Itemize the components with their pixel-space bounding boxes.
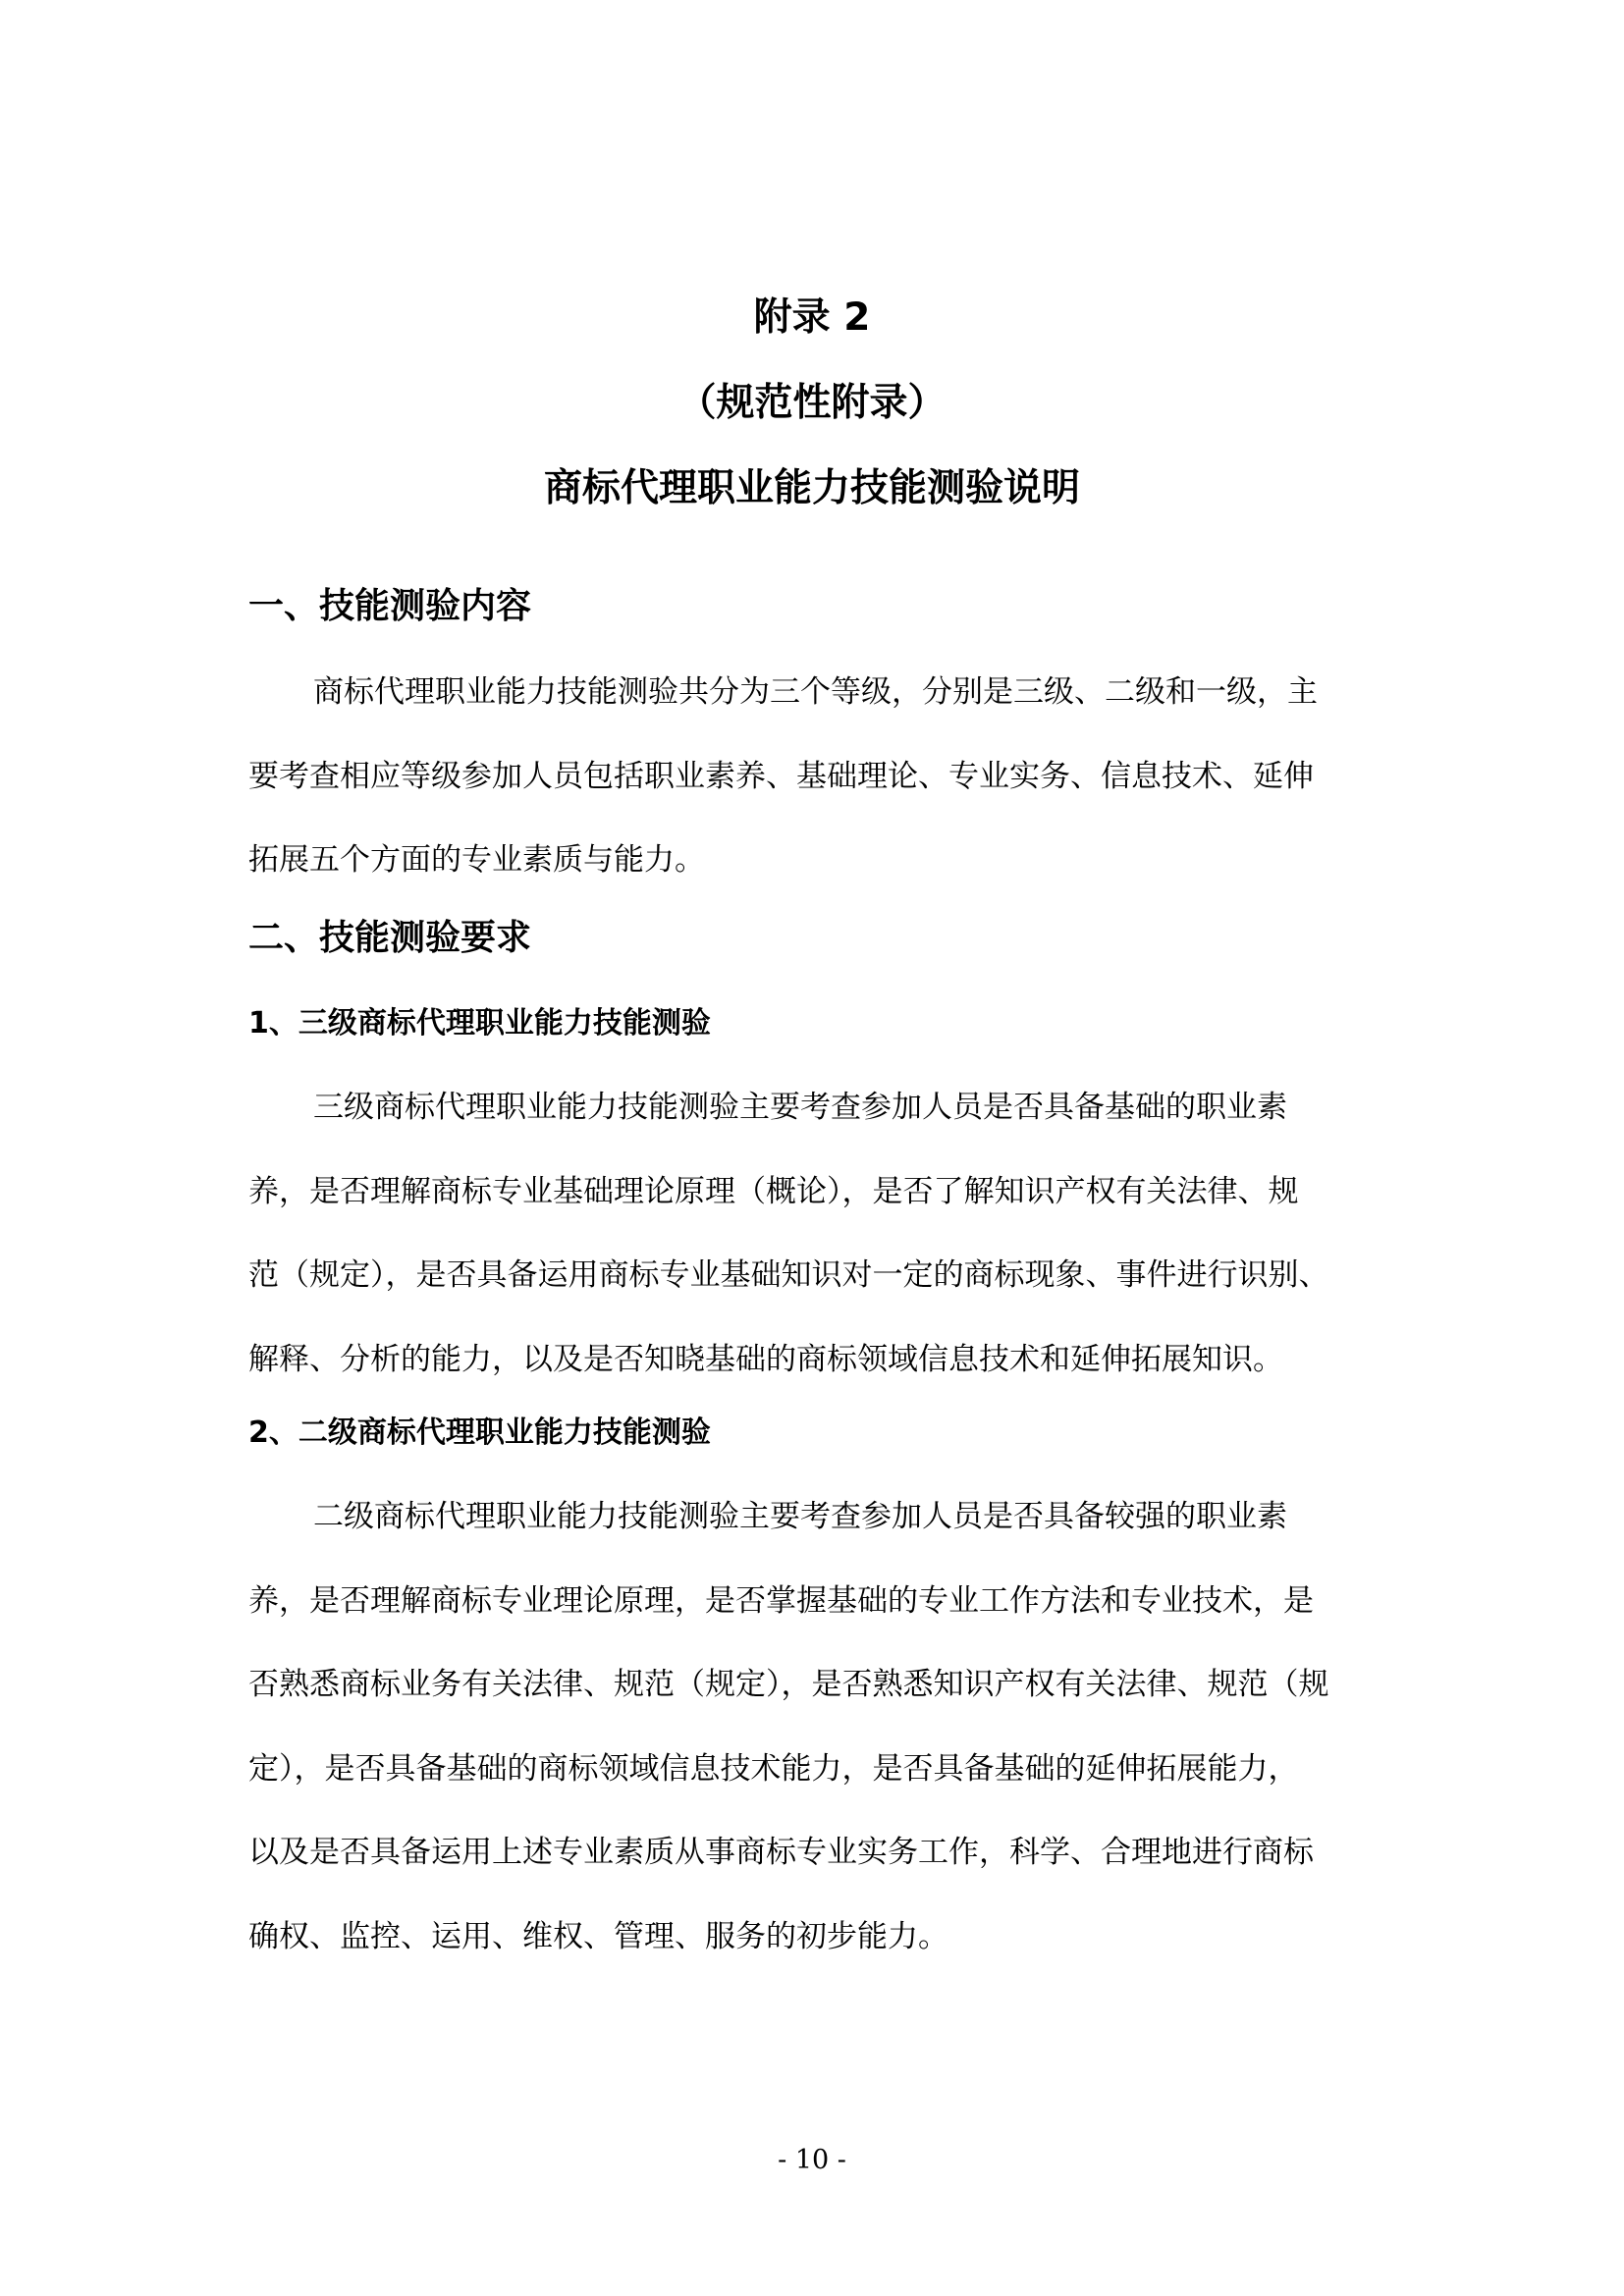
appendix-subtitle: （规范性附录）: [677, 381, 947, 425]
paragraph-line: 要考查相应等级参加人员包括职业素养、基础理论、专业实务、信息技术、延伸: [248, 758, 1314, 794]
paragraph-line: 确权、监控、运用、维权、管理、服务的初步能力。: [248, 1918, 948, 1954]
section-2-heading: 二、技能测验要求: [248, 918, 532, 958]
subsection-1-paragraph: [248, 1066, 1387, 1402]
subsection-2-heading: 2、二级商标代理职业能力技能测验: [248, 1415, 711, 1450]
paragraph-line: 养，是否理解商标专业理论原理，是否掌握基础的专业工作方法和专业技术，是: [248, 1582, 1314, 1619]
section-1-paragraph: [248, 651, 1387, 903]
paragraph-line: 以及是否具备运用上述专业素质从事商标专业实务工作，科学、合理地进行商标: [248, 1835, 1314, 1870]
paragraph-line: 解释、分析的能力，以及是否知晓基础的商标领域信息技术和延伸拓展知识。: [248, 1341, 1283, 1377]
subsection-2-paragraph: [248, 1475, 1387, 1979]
paragraph-line: 拓展五个方面的专业素质与能力。: [248, 842, 705, 878]
subsection-1-heading: 1、三级商标代理职业能力技能测验: [248, 1006, 711, 1041]
paragraph-line: 三级商标代理职业能力技能测验主要考查参加人员是否具备基础的职业素: [313, 1090, 1287, 1125]
paragraph-line: 二级商标代理职业能力技能测验主要考查参加人员是否具备较强的职业素: [313, 1499, 1287, 1534]
main-title: 商标代理职业能力技能测验说明: [543, 466, 1080, 510]
paragraph-line: 范（规定），是否具备运用商标专业基础知识对一定的商标现象、事件进行识别、: [248, 1257, 1329, 1293]
section-1-heading: 一、技能测验内容: [248, 586, 532, 626]
page-number: - 10 -: [778, 2145, 846, 2175]
paragraph-line: 定），是否具备基础的商标领域信息技术能力，是否具备基础的延伸拓展能力，: [248, 1750, 1299, 1787]
paragraph-line: 否熟悉商标业务有关法律、规范（规定），是否熟悉知识产权有关法律、规范（规: [248, 1667, 1329, 1702]
paragraph-line: 养，是否理解商标专业基础理论原理（概论），是否了解知识产权有关法律、规: [248, 1173, 1299, 1209]
paragraph-line: 商标代理职业能力技能测验共分为三个等级，分别是三级、二级和一级，主: [313, 674, 1318, 710]
appendix-title: 附录 2: [753, 295, 871, 340]
